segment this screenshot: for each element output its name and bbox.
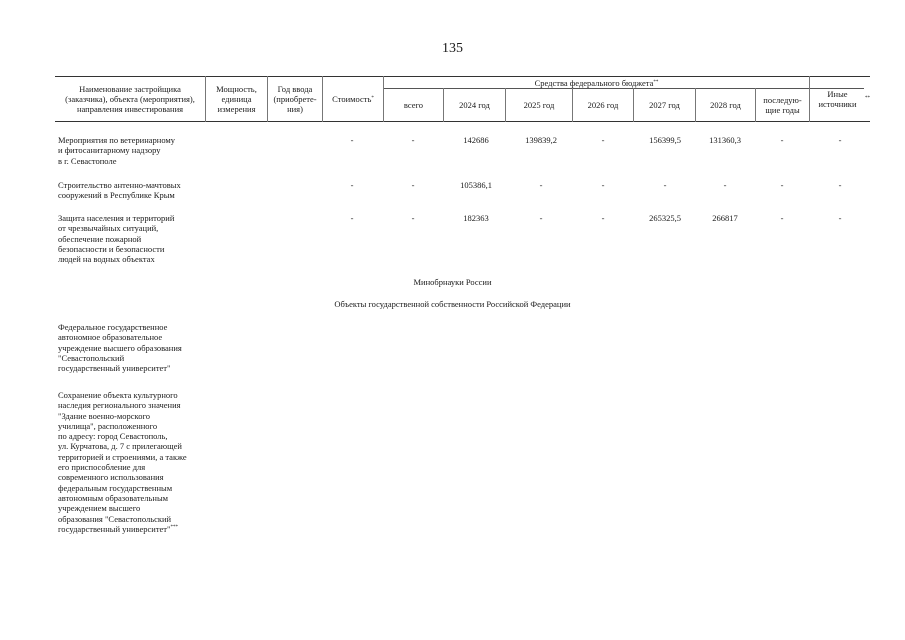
project-name: Сохранение объекта культурного наследия регионального значения "Здание военно-морского училища", расположенного по адресу: город Севастополь, ул. Курчатова, д. 7 с прилегающей территорией и строениями, а также его приспособление для современного использования федеральным государственным автономным образовательным учреждением высшего образования "Севастопольский государственный университет"***: [58, 390, 187, 534]
cell-2027: 265325,5: [649, 213, 681, 223]
header-2028: 2028 год: [710, 100, 741, 110]
cell-later: -: [780, 180, 784, 190]
row-name: Мероприятия по ветеринарному и фитосанитарному надзору в г. Севастополе: [58, 135, 176, 166]
cell-2028: 131360,3: [709, 135, 741, 145]
organization-name: Федеральное государственное автономное образовательное учреждение высшего образования "Севастопольский государственный университет": [58, 322, 182, 374]
cell-2026: -: [601, 135, 605, 145]
cell-2026: -: [601, 213, 605, 223]
cell-2025: -: [539, 180, 543, 190]
cell-2024: 142686: [463, 135, 489, 145]
header-2025: 2025 год: [523, 100, 555, 110]
row-name: Защита населения и территорий от чрезвычайных ситуаций, обеспечение пожарной безопасности и безопасности людей на водных объектах: [58, 213, 175, 265]
row-name: Строительство антенно-мачтовых сооружений в Республике Крым: [58, 180, 181, 201]
cell-later: -: [780, 135, 784, 145]
header-capacity: Мощность, единица измерения: [216, 84, 257, 114]
cell-total: -: [411, 213, 415, 223]
header-2027: 2027 год: [649, 100, 680, 110]
project-footnote-mark: ***: [170, 525, 178, 531]
header-federal: Средства федерального бюджета **: [534, 77, 659, 88]
cell-2027: -: [663, 180, 667, 190]
cell-cost: -: [350, 180, 354, 190]
header-2024: 2024 год: [459, 100, 490, 110]
cell-total: -: [411, 135, 415, 145]
cell-later: -: [780, 213, 784, 223]
ministry-heading: Минобрнауки России: [413, 277, 492, 287]
cell-2024: 182363: [463, 213, 489, 223]
header-name: Наименование застройщика (заказчика), объекта (мероприятия), направления инвестирования: [65, 84, 195, 114]
header-2026: 2026 год: [587, 100, 619, 110]
cell-2027: 156399,5: [649, 135, 681, 145]
cell-2028: -: [723, 180, 727, 190]
cell-other: -: [838, 135, 842, 145]
header-total: всего: [403, 100, 424, 110]
section-heading: Объекты государственной собственности Российской Федерации: [334, 299, 571, 309]
cell-2026: -: [601, 180, 605, 190]
header-cost: Стоимость *: [332, 94, 374, 104]
page-number: 135: [442, 41, 463, 56]
cell-total: -: [411, 180, 415, 190]
cell-2024: 105386,1: [460, 180, 492, 190]
header-bottom-rule: [55, 121, 870, 122]
cell-2025: -: [539, 213, 543, 223]
cell-cost: -: [350, 213, 354, 223]
cell-other: -: [838, 180, 842, 190]
header-other: Иные источники **: [818, 89, 870, 109]
cell-2025: 139839,2: [525, 135, 557, 145]
header-year: Год ввода (приобрете-ния): [273, 84, 317, 114]
header-later: последую-щие годы: [763, 95, 802, 115]
cell-other: -: [838, 213, 842, 223]
cell-cost: -: [350, 135, 354, 145]
cell-2028: 266817: [712, 213, 738, 223]
table-header: [55, 76, 870, 122]
